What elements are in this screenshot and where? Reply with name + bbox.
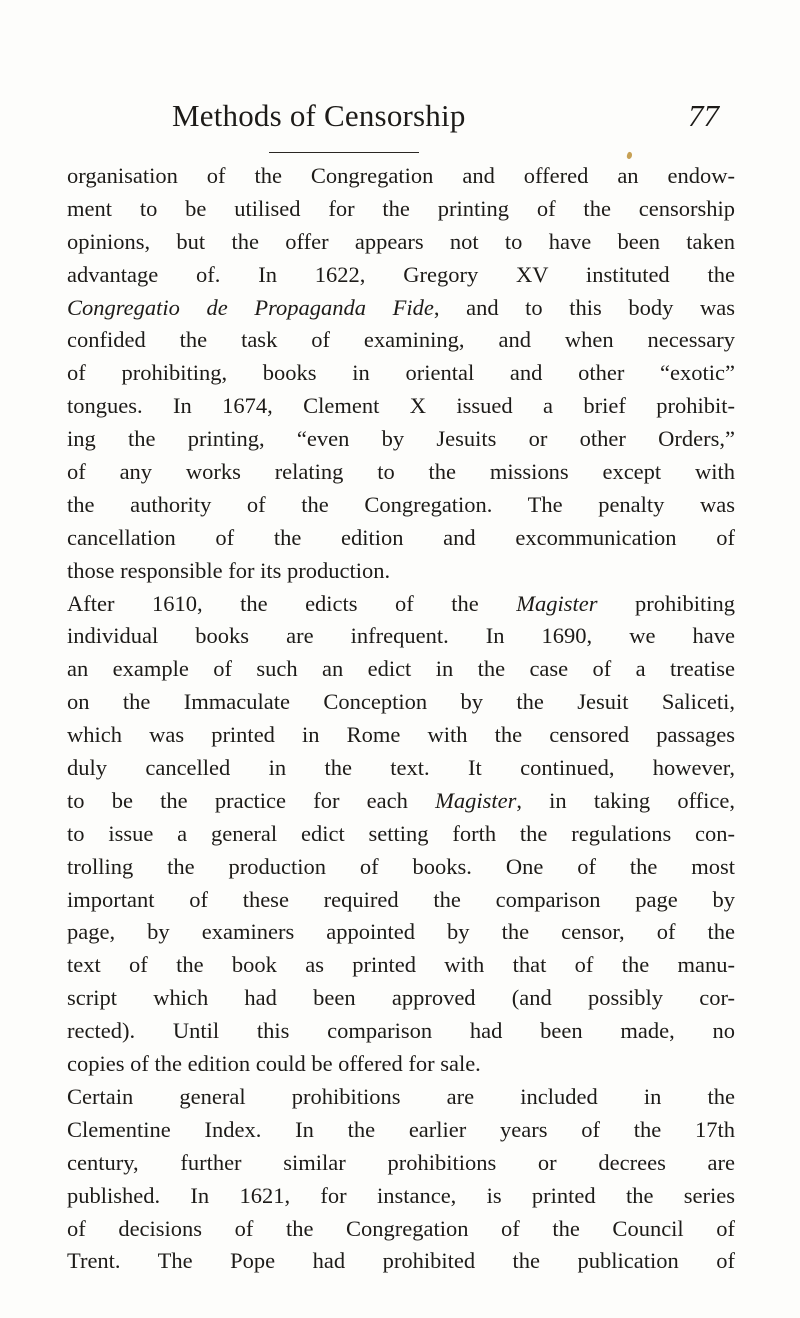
header-rule <box>269 152 419 153</box>
text-line: page, by examiners appointed by the censor, of the <box>67 919 735 945</box>
text-line <box>67 588 735 621</box>
ink-speck <box>626 151 633 159</box>
text-line: cancellation of the edition and excommunication of <box>67 524 735 550</box>
running-head <box>0 94 800 138</box>
text-line: organisation of the Congregation and offered an endow- <box>67 163 735 188</box>
text-segment: After 1610, the edicts of the <box>67 590 517 616</box>
text-line: to issue a general edict setting forth the regulations con- <box>67 820 735 846</box>
text-line: those responsible for its production. <box>67 557 391 583</box>
text-line: tongues. In 1674, Clement X issued a brief prohibit- <box>67 393 735 419</box>
text-line: an example of such an edict in the case of a treatise <box>67 656 735 682</box>
text-line <box>67 292 735 325</box>
text-line: opinions, but the offer appears not to have been taken <box>67 228 735 254</box>
italic-phrase: Magister <box>435 787 517 813</box>
text-line: advantage of. In 1622, Gregory XV instituted the <box>67 261 735 287</box>
text-line: of decisions of the Congregation of the Council of <box>67 1215 735 1241</box>
text-line: important of these required the comparison page by <box>67 886 735 912</box>
text-line: individual books are infrequent. In 1690, we have <box>67 623 735 649</box>
text-line: century, further similar prohibitions or decrees are <box>67 1149 735 1175</box>
text-line: trolling the production of books. One of the most <box>67 853 735 879</box>
text-line: confided the task of examining, and when necessary <box>67 327 735 353</box>
italic-phrase: Magister <box>516 590 598 616</box>
text-line: which was printed in Rome with the censored passages <box>67 722 735 748</box>
text-line: published. In 1621, for instance, is printed the series <box>67 1182 735 1208</box>
text-line: script which had been approved (and possibly cor- <box>67 985 735 1011</box>
body-text <box>67 160 735 1278</box>
text-line: ing the printing, “even by Jesuits or other Orders,” <box>67 426 735 452</box>
text-line: duly cancelled in the text. It continued, however, <box>67 755 735 781</box>
text-segment: prohibiting <box>597 590 736 616</box>
text-line <box>67 785 735 818</box>
text-segment: , and to this body was <box>433 294 735 320</box>
text-line: the authority of the Congregation. The penalty was <box>67 491 735 517</box>
text-line: of any works relating to the missions except with <box>67 459 735 485</box>
italic-phrase: Congregatio de Propaganda Fide <box>67 294 434 320</box>
text-line: ment to be utilised for the printing of the censorship <box>67 195 735 221</box>
text-line: rected). Until this comparison had been made, no <box>67 1018 735 1044</box>
text-line: text of the book as printed with that of the manu- <box>67 952 735 978</box>
running-title: Methods of Censorship <box>172 98 466 133</box>
text-line: Trent. The Pope had prohibited the publication of <box>67 1248 735 1274</box>
page-number: 77 <box>688 98 719 133</box>
text-segment: , in taking office, <box>516 787 735 813</box>
text-line: of prohibiting, books in oriental and other “exotic” <box>67 360 735 386</box>
text-line: on the Immaculate Conception by the Jesuit Saliceti, <box>67 689 735 715</box>
text-segment: to be the practice for each <box>67 787 436 813</box>
text-line: Clementine Index. In the earlier years of the 17th <box>67 1116 735 1142</box>
text-line: copies of the edition could be offered for sale. <box>67 1051 481 1077</box>
text-line: Certain general prohibitions are included in the <box>67 1083 735 1109</box>
